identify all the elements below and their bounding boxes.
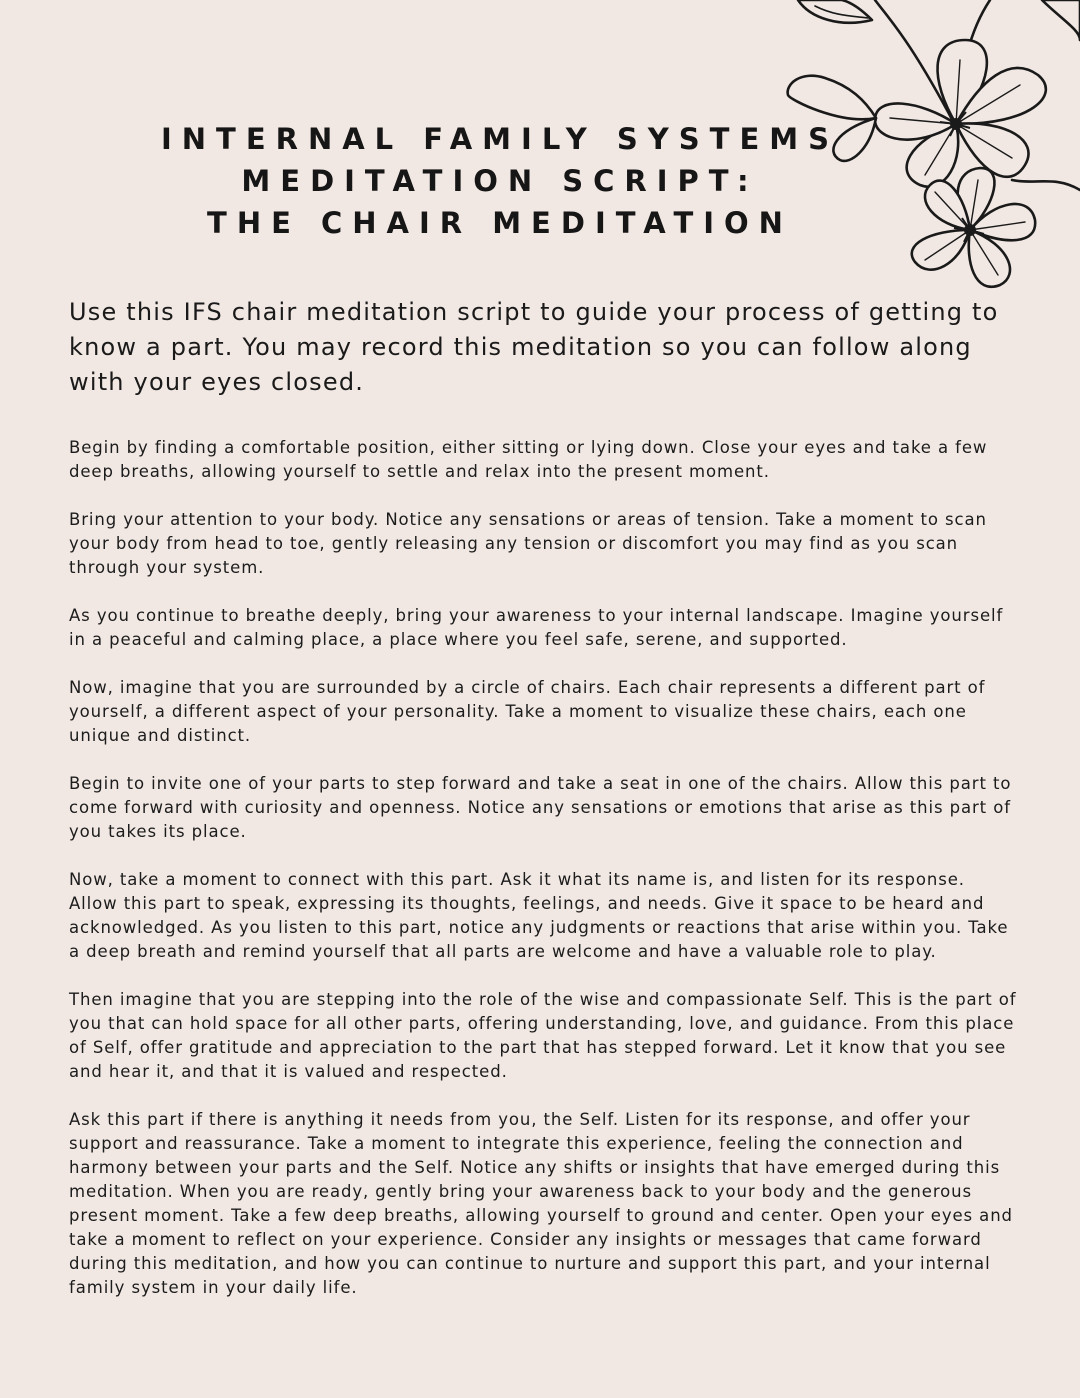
title-line-3: THE CHAIR MEDITATION [207, 206, 793, 240]
intro-paragraph: Use this IFS chair meditation script to guide your process of getting to know a part. You may record this meditation so you can follow along with your eyes closed. [69, 298, 999, 396]
script-paragraph: Begin by finding a comfortable position, either sitting or lying down. Close your eyes and take a few deep breaths, allowing yourself to settle and relax into the present moment. [69, 438, 988, 481]
script-paragraph: Begin to invite one of your parts to step forward and take a seat in one of the chairs. Allow this part to come forward with curiosity and openness. Notice any sensations or emotions that arise as this part of you takes its place. [69, 774, 1012, 841]
page-title [120, 118, 880, 244]
script-paragraph: As you continue to breathe deeply, bring your awareness to your internal landscape. Imagine yourself in a peaceful and calming place, a place where you feel safe, serene, and supported. [69, 606, 1004, 649]
title-line-2: MEDITATION SCRIPT: [241, 164, 759, 198]
meditation-script-body [69, 436, 1019, 1324]
script-paragraph: Then imagine that you are stepping into the role of the wise and compassionate Self. This is the part of you that can hold space for all other parts, offering understanding, love, and guidance. From this place of Self, offer gratitude and appreciation to the part that has stepped forward. Let it know that you see and hear it, and that it is valued and respected. [69, 990, 1017, 1081]
script-paragraph: Now, imagine that you are surrounded by a circle of chairs. Each chair represents a different part of yourself, a different aspect of your personality. Take a moment to visualize these chairs, each one unique and distinct. [69, 678, 986, 745]
script-paragraph: Now, take a moment to connect with this part. Ask it what its name is, and listen for its response. Allow this part to speak, expressing its thoughts, feelings, and needs. Give it space to be heard and acknowledged. As you listen to this part, notice any judgments or reactions that arise within you. Take a deep breath and remind yourself that all parts are welcome and have a valuable role to play. [69, 870, 1009, 961]
script-paragraph: Ask this part if there is anything it needs from you, the Self. Listen for its response, and offer your support and reassurance. Take a moment to integrate this experience, feeling the connection and harmony between your parts and the Self. Notice any shifts or insights that have emerged during this meditation. When you are ready, gently bring your awareness back to your body and the generous present moment. Take a few deep breaths, allowing yourself to ground and center. Open your eyes and take a moment to reflect on your experience. Consider any insights or messages that came forward during this meditation, and how you can continue to nurture and support this part, and your internal family system in your daily life. [69, 1110, 1013, 1297]
title-line-1: INTERNAL FAMILY SYSTEMS [160, 122, 839, 156]
script-paragraph: Bring your attention to your body. Notice any sensations or areas of tension. Take a moment to scan your body from head to toe, gently releasing any tension or discomfort you may find as you scan through your system. [69, 510, 987, 577]
